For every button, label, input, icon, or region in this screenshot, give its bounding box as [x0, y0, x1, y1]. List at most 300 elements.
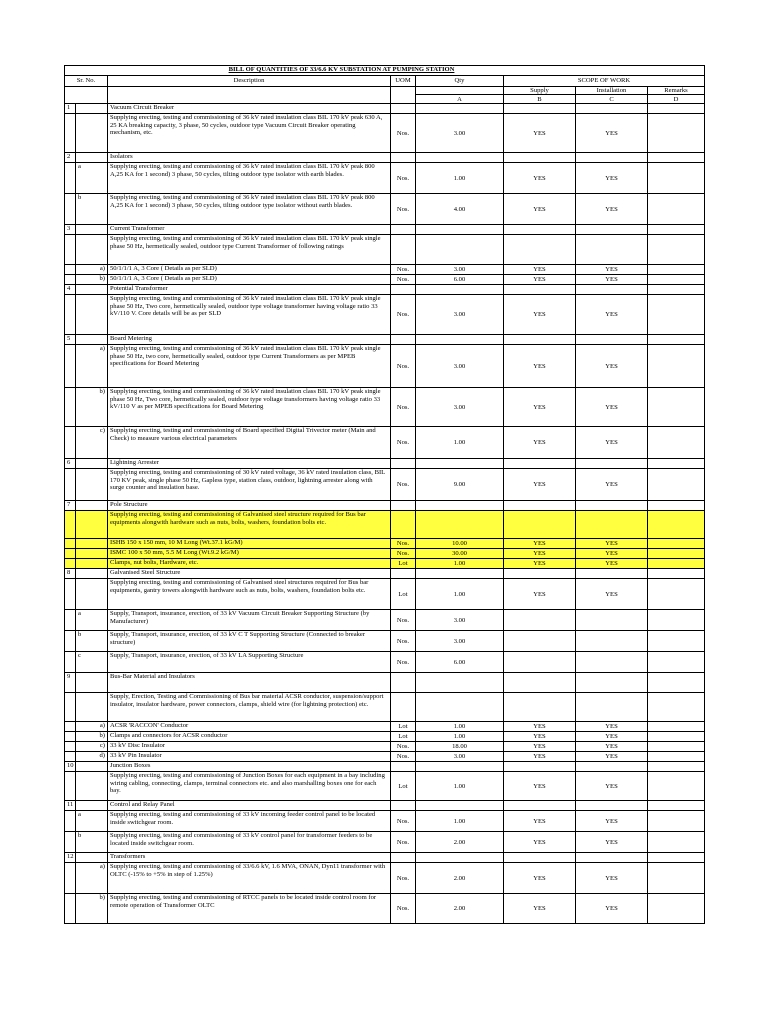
header-installation: Installation: [576, 87, 648, 95]
title-row: [65, 66, 705, 76]
table-row: [65, 762, 705, 772]
remarks-cell: [648, 104, 705, 114]
sr-no-cell: [65, 559, 76, 569]
description-cell: Isolators: [108, 153, 391, 163]
sr-no-cell: [65, 295, 76, 335]
qty-cell: 3.00: [416, 388, 504, 427]
supply-cell: YES: [504, 732, 576, 742]
supply-cell: YES: [504, 265, 576, 275]
supply-cell: YES: [504, 469, 576, 501]
uom-cell: [391, 853, 416, 863]
remarks-cell: [648, 752, 705, 762]
uom-cell: Lot: [391, 579, 416, 610]
remarks-cell: [648, 335, 705, 345]
sr-no-cell: [65, 579, 76, 610]
remarks-cell: [648, 459, 705, 469]
uom-cell: [391, 285, 416, 295]
supply-cell: [504, 631, 576, 652]
description-cell: Galvanised Steel Structure: [108, 569, 391, 579]
header-col-a: A: [416, 95, 504, 104]
installation-cell: YES: [576, 114, 648, 153]
header-col-c: C: [576, 95, 648, 104]
table-row: [65, 894, 705, 924]
qty-cell: 1.00: [416, 732, 504, 742]
table-row: [65, 863, 705, 894]
qty-cell: [416, 225, 504, 235]
sr-no-cell: [65, 652, 76, 673]
installation-cell: [576, 631, 648, 652]
qty-cell: [416, 569, 504, 579]
table-row: [65, 569, 705, 579]
qty-cell: 3.00: [416, 295, 504, 335]
table-row: [65, 225, 705, 235]
sub-no-cell: [76, 762, 108, 772]
table-row: [65, 853, 705, 863]
table-row: [65, 742, 705, 752]
supply-cell: YES: [504, 345, 576, 388]
remarks-cell: [648, 194, 705, 225]
sr-no-cell: 9: [65, 673, 76, 693]
remarks-cell: [648, 853, 705, 863]
uom-cell: Lot: [391, 559, 416, 569]
qty-cell: 1.00: [416, 811, 504, 832]
sr-no-cell: [65, 811, 76, 832]
supply-cell: YES: [504, 427, 576, 459]
installation-cell: [576, 235, 648, 265]
qty-cell: 3.00: [416, 631, 504, 652]
installation-cell: [576, 104, 648, 114]
uom-cell: Nos.: [391, 114, 416, 153]
description-cell: Supplying erecting, testing and commissioning of 33/6.6 kV, 1.6 MVA, ONAN, Dyn11 transformer with OLTC (-15% to +5% in step of 1.25%): [108, 863, 391, 894]
table-row: [65, 459, 705, 469]
remarks-cell: [648, 610, 705, 631]
remarks-cell: [648, 265, 705, 275]
description-cell: Lightning Arrester: [108, 459, 391, 469]
table-row: [65, 801, 705, 811]
header-scope: SCOPE OF WORK: [504, 76, 705, 87]
description-cell: Supplying erecting, testing and commissioning of 36 kV rated insulation class BIL 170 kV peak single phase 50 Hz, Two core, hermetically sealed, outdoor type voltage transformer having voltage ratio 33 kV/110 V. Core details will be as per SLD: [108, 295, 391, 335]
qty-cell: 1.00: [416, 427, 504, 459]
header-qty: Qty: [416, 76, 504, 87]
remarks-cell: [648, 569, 705, 579]
uom-cell: Nos.: [391, 388, 416, 427]
qty-cell: 3.00: [416, 114, 504, 153]
sr-no-cell: [65, 194, 76, 225]
description-cell: 33 kV Pin Insulator: [108, 752, 391, 762]
table-row: [65, 722, 705, 732]
remarks-cell: [648, 275, 705, 285]
supply-cell: YES: [504, 811, 576, 832]
uom-cell: [391, 673, 416, 693]
installation-cell: YES: [576, 742, 648, 752]
qty-cell: 1.00: [416, 579, 504, 610]
installation-cell: YES: [576, 388, 648, 427]
installation-cell: YES: [576, 539, 648, 549]
installation-cell: [576, 801, 648, 811]
uom-cell: Nos.: [391, 610, 416, 631]
uom-cell: Nos.: [391, 811, 416, 832]
uom-cell: Nos.: [391, 469, 416, 501]
installation-cell: [576, 153, 648, 163]
description-cell: Supply, Transport, insurance, erection, of 33 kV LA Supporting Structure: [108, 652, 391, 673]
sub-no-cell: c: [76, 652, 108, 673]
remarks-cell: [648, 427, 705, 459]
remarks-cell: [648, 894, 705, 924]
uom-cell: Nos.: [391, 295, 416, 335]
supply-cell: YES: [504, 579, 576, 610]
uom-cell: Lot: [391, 772, 416, 801]
sr-no-cell: 6: [65, 459, 76, 469]
description-cell: Supply, Erection, Testing and Commissioning of Bus bar material ACSR conductor, suspension/support insulator, insulator hardware, power connectors, clamps, shield wire (for lightning protection) etc.: [108, 693, 391, 722]
table-row: [65, 772, 705, 801]
supply-cell: YES: [504, 832, 576, 853]
supply-cell: [504, 569, 576, 579]
qty-cell: 6.00: [416, 275, 504, 285]
supply-cell: YES: [504, 863, 576, 894]
remarks-cell: [648, 559, 705, 569]
table-row: [65, 265, 705, 275]
qty-cell: [416, 673, 504, 693]
table-row: [65, 285, 705, 295]
subheader-row: [65, 87, 705, 95]
description-cell: 50/1/1/1 A, 3 Core ( Details as per SLD): [108, 275, 391, 285]
description-cell: Clamps and connectors for ACSR conductor: [108, 732, 391, 742]
sr-no-cell: 5: [65, 335, 76, 345]
sub-no-cell: b: [76, 631, 108, 652]
table-row: [65, 752, 705, 762]
remarks-cell: [648, 652, 705, 673]
sr-no-cell: [65, 832, 76, 853]
installation-cell: [576, 569, 648, 579]
remarks-cell: [648, 772, 705, 801]
sr-no-cell: 11: [65, 801, 76, 811]
installation-cell: YES: [576, 732, 648, 742]
sub-no-cell: a): [76, 722, 108, 732]
description-cell: Supplying erecting, testing and commissioning of Galvanised steel structures required for Bus bar equipments, gantry towers alongwith hardware such as nuts, bolts, washers, foundation bolts etc.: [108, 579, 391, 610]
description-cell: Bus-Bar Material and Insulators: [108, 673, 391, 693]
sub-no-cell: [76, 549, 108, 559]
sr-no-cell: [65, 549, 76, 559]
sr-no-cell: [65, 732, 76, 742]
uom-cell: Nos.: [391, 894, 416, 924]
sub-no-cell: d): [76, 752, 108, 762]
installation-cell: [576, 853, 648, 863]
supply-cell: [504, 235, 576, 265]
sub-no-cell: a: [76, 610, 108, 631]
sub-no-cell: b): [76, 275, 108, 285]
supply-cell: [504, 501, 576, 511]
description-cell: Supplying erecting, testing and commissioning of RTCC panels to be located inside control room for remote operation of Transformer OLTC: [108, 894, 391, 924]
uom-cell: Nos.: [391, 742, 416, 752]
remarks-cell: [648, 811, 705, 832]
description-cell: Pole Structure: [108, 501, 391, 511]
table-row: [65, 295, 705, 335]
supply-cell: [504, 762, 576, 772]
description-cell: Supplying erecting, testing and commissioning of 33 kV incoming feeder control panel to be located inside switchgear room.: [108, 811, 391, 832]
sr-no-cell: [65, 345, 76, 388]
sr-no-cell: [65, 275, 76, 285]
supply-cell: YES: [504, 194, 576, 225]
remarks-cell: [648, 285, 705, 295]
supply-cell: YES: [504, 114, 576, 153]
supply-cell: [504, 153, 576, 163]
sub-no-cell: a): [76, 345, 108, 388]
description-cell: Supplying erecting, testing and commissioning of 36 kV rated insulation class BIL 170 kV peak single phase 50 Hz, two core, hermetically sealed, outdoor type Current Transformers as per MPEB specifications for Board Metering: [108, 345, 391, 388]
sub-no-cell: b: [76, 194, 108, 225]
qty-cell: 3.00: [416, 752, 504, 762]
table-row: [65, 427, 705, 459]
sub-no-cell: [76, 235, 108, 265]
header-sr-no: Sr. No.: [65, 76, 108, 87]
supply-cell: [504, 693, 576, 722]
sub-no-cell: b): [76, 388, 108, 427]
uom-cell: [391, 511, 416, 539]
installation-cell: YES: [576, 265, 648, 275]
supply-cell: YES: [504, 539, 576, 549]
remarks-cell: [648, 225, 705, 235]
description-cell: Supplying erecting, testing and commissioning of 36 kV rated insulation class BIL 170 kV peak single phase 50 Hz, hermetically sealed, outdoor type Current Transformer of following ratings: [108, 235, 391, 265]
remarks-cell: [648, 295, 705, 335]
installation-cell: [576, 225, 648, 235]
sr-no-cell: [65, 469, 76, 501]
table-row: [65, 631, 705, 652]
remarks-cell: [648, 631, 705, 652]
uom-cell: [391, 104, 416, 114]
supply-cell: [504, 853, 576, 863]
qty-cell: 6.00: [416, 652, 504, 673]
sub-no-cell: [76, 559, 108, 569]
header-uom: UOM: [391, 76, 416, 87]
qty-cell: 1.00: [416, 772, 504, 801]
remarks-cell: [648, 114, 705, 153]
description-cell: ACSR 'RACCON' Conductor: [108, 722, 391, 732]
sub-no-cell: [76, 569, 108, 579]
sr-no-cell: [65, 894, 76, 924]
sub-no-cell: [76, 511, 108, 539]
sub-no-cell: a): [76, 863, 108, 894]
description-cell: Supply, Transport, insurance, erection, of 33 kV Vacuum Circuit Breaker Supporting Structure (by Manufacturer): [108, 610, 391, 631]
description-cell: Supplying erecting, testing and commissioning of Junction Boxes for each equipment in a bay including wiring cabling, connecting, clamps, terminal connectors etc. and also marshalling boxes one for each bay.: [108, 772, 391, 801]
qty-cell: 30.00: [416, 549, 504, 559]
description-cell: Clamps, nut bolts, Hardware, etc.: [108, 559, 391, 569]
table-row: [65, 732, 705, 742]
installation-cell: [576, 693, 648, 722]
sub-no-cell: [76, 104, 108, 114]
sr-no-cell: 12: [65, 853, 76, 863]
sr-no-cell: [65, 631, 76, 652]
uom-cell: Nos.: [391, 539, 416, 549]
column-letter-row: [65, 95, 705, 104]
remarks-cell: [648, 549, 705, 559]
sr-no-cell: [65, 722, 76, 732]
qty-cell: 1.00: [416, 722, 504, 732]
supply-cell: YES: [504, 742, 576, 752]
sub-no-cell: [76, 501, 108, 511]
remarks-cell: [648, 539, 705, 549]
sr-no-cell: [65, 863, 76, 894]
remarks-cell: [648, 832, 705, 853]
sr-no-cell: [65, 114, 76, 153]
installation-cell: YES: [576, 194, 648, 225]
supply-cell: [504, 335, 576, 345]
qty-cell: 2.00: [416, 832, 504, 853]
sr-no-cell: [65, 388, 76, 427]
uom-cell: Nos.: [391, 752, 416, 762]
uom-cell: Lot: [391, 722, 416, 732]
sr-no-cell: 10: [65, 762, 76, 772]
table-row: [65, 153, 705, 163]
boq-table: [64, 65, 705, 924]
qty-cell: [416, 104, 504, 114]
header-description: Description: [108, 76, 391, 87]
sr-no-cell: 3: [65, 225, 76, 235]
header-remarks: Remarks: [648, 87, 705, 95]
sr-no-cell: 8: [65, 569, 76, 579]
installation-cell: [576, 673, 648, 693]
uom-cell: Nos.: [391, 427, 416, 459]
installation-cell: YES: [576, 894, 648, 924]
remarks-cell: [648, 469, 705, 501]
uom-cell: [391, 153, 416, 163]
remarks-cell: [648, 801, 705, 811]
installation-cell: [576, 610, 648, 631]
table-row: [65, 235, 705, 265]
installation-cell: YES: [576, 772, 648, 801]
sub-no-cell: [76, 225, 108, 235]
remarks-cell: [648, 163, 705, 194]
remarks-cell: [648, 501, 705, 511]
description-cell: ISHB 150 x 150 mm, 10 M Long (Wt.37.1 kG/M): [108, 539, 391, 549]
qty-cell: [416, 285, 504, 295]
installation-cell: YES: [576, 295, 648, 335]
table-row: [65, 511, 705, 539]
sub-no-cell: [76, 693, 108, 722]
sub-no-cell: a: [76, 811, 108, 832]
sub-no-cell: [76, 673, 108, 693]
sub-no-cell: c): [76, 742, 108, 752]
uom-cell: Nos.: [391, 863, 416, 894]
qty-cell: 2.00: [416, 894, 504, 924]
sr-no-cell: 7: [65, 501, 76, 511]
installation-cell: [576, 511, 648, 539]
installation-cell: YES: [576, 811, 648, 832]
description-cell: Supplying erecting, testing and commissioning of Board specified Digital Trivector meter (Main and Check) to measure various electrical parameters: [108, 427, 391, 459]
sr-no-cell: [65, 742, 76, 752]
table-row: [65, 275, 705, 285]
qty-cell: 3.00: [416, 265, 504, 275]
qty-cell: 9.00: [416, 469, 504, 501]
installation-cell: YES: [576, 275, 648, 285]
supply-cell: [504, 610, 576, 631]
uom-cell: [391, 762, 416, 772]
sub-no-cell: [76, 579, 108, 610]
table-row: [65, 388, 705, 427]
description-cell: Control and Relay Panel: [108, 801, 391, 811]
remarks-cell: [648, 742, 705, 752]
uom-cell: [391, 801, 416, 811]
qty-cell: [416, 501, 504, 511]
table-row: [65, 104, 705, 114]
qty-cell: 3.00: [416, 345, 504, 388]
qty-cell: [416, 693, 504, 722]
installation-cell: YES: [576, 345, 648, 388]
table-row: [65, 539, 705, 549]
header-col-b: B: [504, 95, 576, 104]
sub-no-cell: b): [76, 894, 108, 924]
sub-no-cell: [76, 153, 108, 163]
installation-cell: [576, 335, 648, 345]
remarks-cell: [648, 579, 705, 610]
description-cell: Supply, Transport, insurance, erection, of 33 kV C T Supporting Structure (Connected to breaker structure): [108, 631, 391, 652]
installation-cell: YES: [576, 427, 648, 459]
sr-no-cell: [65, 752, 76, 762]
uom-cell: [391, 569, 416, 579]
description-cell: Potential Transformer: [108, 285, 391, 295]
sub-no-cell: [76, 801, 108, 811]
sr-no-cell: [65, 610, 76, 631]
qty-cell: 1.00: [416, 163, 504, 194]
qty-cell: 3.00: [416, 610, 504, 631]
installation-cell: YES: [576, 832, 648, 853]
supply-cell: YES: [504, 295, 576, 335]
installation-cell: [576, 285, 648, 295]
remarks-cell: [648, 673, 705, 693]
supply-cell: [504, 225, 576, 235]
installation-cell: YES: [576, 559, 648, 569]
sr-no-cell: [65, 539, 76, 549]
supply-cell: YES: [504, 388, 576, 427]
supply-cell: YES: [504, 559, 576, 569]
description-cell: Supplying erecting, testing and commissioning of 33 kV control panel for transformer feeders to be located inside switchgear room.: [108, 832, 391, 853]
supply-cell: YES: [504, 722, 576, 732]
sub-no-cell: a: [76, 163, 108, 194]
sub-no-cell: [76, 853, 108, 863]
table-row: [65, 693, 705, 722]
remarks-cell: [648, 511, 705, 539]
sub-no-cell: [76, 295, 108, 335]
remarks-cell: [648, 153, 705, 163]
remarks-cell: [648, 863, 705, 894]
remarks-cell: [648, 732, 705, 742]
supply-cell: [504, 801, 576, 811]
supply-cell: YES: [504, 275, 576, 285]
table-row: [65, 549, 705, 559]
installation-cell: YES: [576, 469, 648, 501]
remarks-cell: [648, 693, 705, 722]
sr-no-cell: 1: [65, 104, 76, 114]
uom-cell: [391, 459, 416, 469]
installation-cell: YES: [576, 163, 648, 194]
supply-cell: [504, 652, 576, 673]
sub-no-cell: c): [76, 427, 108, 459]
table-row: [65, 673, 705, 693]
sub-no-cell: [76, 335, 108, 345]
table-row: [65, 652, 705, 673]
supply-cell: YES: [504, 894, 576, 924]
installation-cell: [576, 762, 648, 772]
uom-cell: Nos.: [391, 832, 416, 853]
table-row: [65, 194, 705, 225]
qty-cell: 18.00: [416, 742, 504, 752]
sr-no-cell: [65, 235, 76, 265]
sub-no-cell: [76, 285, 108, 295]
uom-cell: Nos.: [391, 631, 416, 652]
description-cell: Board Metering: [108, 335, 391, 345]
uom-cell: [391, 501, 416, 511]
supply-cell: [504, 511, 576, 539]
sr-no-cell: [65, 693, 76, 722]
qty-cell: 4.00: [416, 194, 504, 225]
